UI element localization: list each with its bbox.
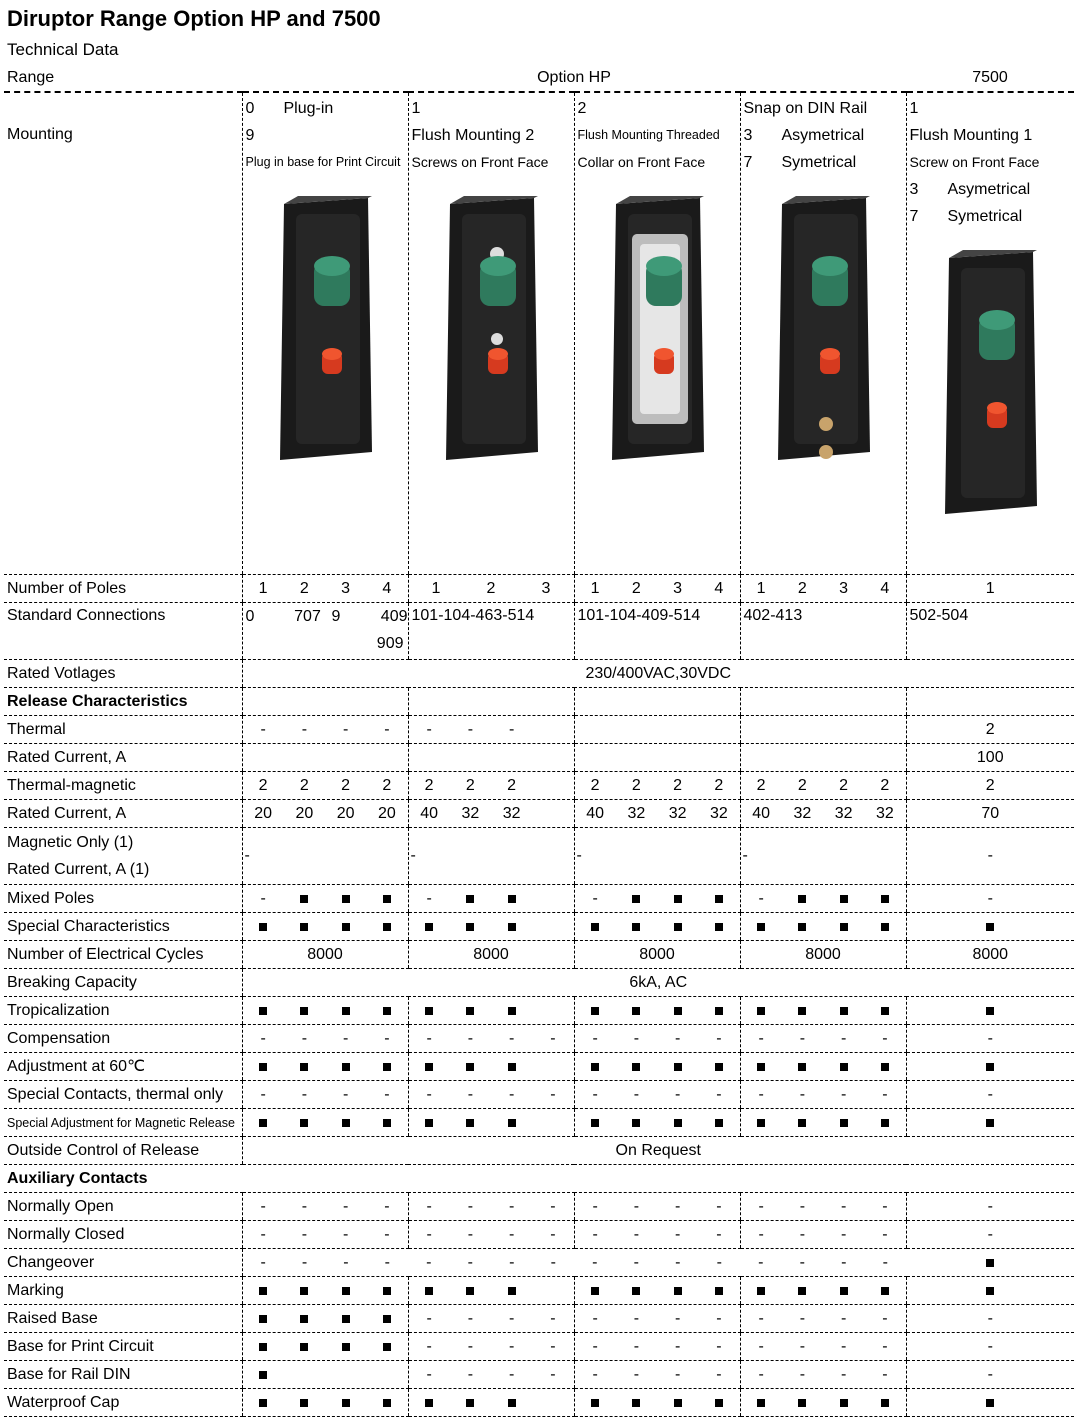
mounting-text: Screws on Front Face <box>411 154 549 170</box>
row-label: Normally Open <box>4 1193 242 1221</box>
circuit-breaker-image <box>276 194 376 464</box>
mounting-line <box>578 122 738 149</box>
mounting-line <box>246 149 406 176</box>
compensation-row: Compensation - - - - - - - - - - - - - - - - - <box>4 1025 1074 1053</box>
filled-square-icon <box>591 923 599 931</box>
mounting-col-flush1 <box>906 92 1074 575</box>
filled-square-icon <box>715 1119 723 1127</box>
row-label: Normally Closed <box>4 1221 242 1249</box>
filled-square-icon <box>508 1063 516 1071</box>
filled-square-icon <box>674 895 682 903</box>
filled-square-icon <box>466 923 474 931</box>
filled-square-icon <box>259 1371 267 1379</box>
filled-square-icon <box>425 1063 433 1071</box>
filled-square-icon <box>383 1287 391 1295</box>
mounting-code: 3 <box>909 181 919 198</box>
filled-square-icon <box>757 1287 765 1295</box>
mounting-code: 3 <box>743 127 753 144</box>
filled-square-icon <box>881 1399 889 1407</box>
row-label: Number of Poles <box>4 575 242 603</box>
mounting-text: Flush Mounting Threaded <box>577 128 720 142</box>
filled-square-icon <box>342 1007 350 1015</box>
filled-square-icon <box>259 1315 267 1323</box>
filled-square-icon <box>674 1287 682 1295</box>
filled-square-icon <box>840 895 848 903</box>
filled-square-icon <box>798 1063 806 1071</box>
filled-square-icon <box>881 1287 889 1295</box>
mounting-line <box>910 122 1073 149</box>
tropical-row <box>4 997 1074 1025</box>
thermal-row: Thermal - - - - - - - 2 <box>4 716 1074 744</box>
filled-square-icon <box>342 1119 350 1127</box>
mounting-row <box>4 92 1074 575</box>
filled-square-icon <box>986 1259 994 1267</box>
filled-square-icon <box>881 1063 889 1071</box>
filled-square-icon <box>591 1007 599 1015</box>
filled-square-icon <box>383 1007 391 1015</box>
filled-square-icon <box>259 1399 267 1407</box>
filled-square-icon <box>798 895 806 903</box>
filled-square-icon <box>259 1063 267 1071</box>
filled-square-icon <box>986 1007 994 1015</box>
mounting-code: 7 <box>909 208 919 225</box>
filled-square-icon <box>259 1119 267 1127</box>
filled-square-icon <box>300 1007 308 1015</box>
mounting-text: 1 <box>411 100 421 117</box>
filled-square-icon <box>674 1119 682 1127</box>
filled-square-icon <box>259 1343 267 1351</box>
filled-square-icon <box>798 923 806 931</box>
filled-square-icon <box>591 1063 599 1071</box>
filled-square-icon <box>466 1007 474 1015</box>
poles-row: Number of Poles 1 2 3 4 1 2 3 1 2 3 4 1 2 3 4 1 <box>4 575 1074 603</box>
mounting-text: Symetrical <box>781 154 857 171</box>
row-label: Marking <box>4 1277 242 1305</box>
filled-square-icon <box>757 923 765 931</box>
filled-square-icon <box>508 895 516 903</box>
mounting-line <box>246 95 406 122</box>
mounting-line <box>246 122 406 149</box>
filled-square-icon <box>383 1343 391 1351</box>
filled-square-icon <box>632 1007 640 1015</box>
filled-square-icon <box>881 1007 889 1015</box>
mounting-text: Flush Mounting 2 <box>411 127 535 144</box>
mounting-text: Plug-in <box>283 100 334 117</box>
filled-square-icon <box>715 1287 723 1295</box>
filled-square-icon <box>342 1399 350 1407</box>
waterproof-row <box>4 1389 1074 1417</box>
filled-square-icon <box>757 1119 765 1127</box>
filled-square-icon <box>840 923 848 931</box>
filled-square-icon <box>383 1399 391 1407</box>
filled-square-icon <box>674 1007 682 1015</box>
adjust60-row <box>4 1053 1074 1081</box>
filled-square-icon <box>342 1287 350 1295</box>
filled-square-icon <box>798 1399 806 1407</box>
filled-square-icon <box>466 1399 474 1407</box>
row-label: Rated Votlages <box>4 660 242 688</box>
filled-square-icon <box>466 895 474 903</box>
mounting-code: 7 <box>743 154 753 171</box>
row-label: Adjustment at 60℃ <box>4 1053 242 1081</box>
mounting-line <box>744 149 904 176</box>
row-label: Special Contacts, thermal only <box>4 1081 242 1109</box>
mounting-col-din-rail <box>740 92 906 575</box>
changeover-row: Changeover - - - - - - - - - - - - - - - - <box>4 1249 1074 1277</box>
mounting-line <box>412 149 572 176</box>
magnetic-only-row: Magnetic Only (1) Rated Current, A (1) - - - - - <box>4 828 1074 885</box>
filled-square-icon <box>508 1007 516 1015</box>
row-label: Breaking Capacity <box>4 969 242 997</box>
mounting-text: Asymetrical <box>947 181 1031 198</box>
filled-square-icon <box>881 923 889 931</box>
row-label: Mixed Poles <box>4 885 242 913</box>
filled-square-icon <box>508 923 516 931</box>
filled-square-icon <box>300 1343 308 1351</box>
range-label: Range <box>4 64 242 92</box>
filled-square-icon <box>300 895 308 903</box>
filled-square-icon <box>425 1287 433 1295</box>
filled-square-icon <box>300 1315 308 1323</box>
row-label: Outside Control of Release <box>4 1137 242 1165</box>
filled-square-icon <box>632 895 640 903</box>
circuit-breaker-image <box>941 248 1041 518</box>
row-label: Special Characteristics <box>4 913 242 941</box>
special_contacts-row: Special Contacts, thermal only - - - - - - - - - - - - - - - - - <box>4 1081 1074 1109</box>
filled-square-icon <box>508 1119 516 1127</box>
filled-square-icon <box>508 1399 516 1407</box>
row-label: Magnetic Only (1) Rated Current, A (1) <box>4 828 242 885</box>
filled-square-icon <box>840 1399 848 1407</box>
filled-square-icon <box>757 1007 765 1015</box>
filled-square-icon <box>591 1119 599 1127</box>
row-label: Changeover <box>4 1249 242 1277</box>
filled-square-icon <box>383 923 391 931</box>
filled-square-icon <box>300 1399 308 1407</box>
normally_open-row: Normally Open - - - - - - - - - - - - - - - - - <box>4 1193 1074 1221</box>
mounting-line <box>578 149 738 176</box>
outside-control-row: Outside Control of Release On Request <box>4 1137 1074 1165</box>
range-7500: 7500 <box>906 64 1074 92</box>
mounting-line <box>910 176 1073 203</box>
row-label: Compensation <box>4 1025 242 1053</box>
breaking-capacity-row: Breaking Capacity 6kA, AC <box>4 969 1074 997</box>
row-label: Thermal-magnetic <box>4 772 242 800</box>
mounting-line <box>412 122 572 149</box>
filled-square-icon <box>259 1007 267 1015</box>
filled-square-icon <box>986 1287 994 1295</box>
filled-square-icon <box>798 1287 806 1295</box>
mounting-text: 9 <box>245 127 255 144</box>
mounting-line <box>412 95 572 122</box>
filled-square-icon <box>840 1119 848 1127</box>
mounting-line <box>910 149 1073 176</box>
filled-square-icon <box>259 1287 267 1295</box>
row-label: Rated Current, A <box>4 744 242 772</box>
filled-square-icon <box>715 1007 723 1015</box>
filled-square-icon <box>986 923 994 931</box>
filled-square-icon <box>840 1007 848 1015</box>
circuit-breaker-image <box>774 194 874 464</box>
mounting-label: Mounting <box>4 92 242 575</box>
circuit-breaker-image <box>442 194 542 464</box>
row-label: Tropicalization <box>4 997 242 1025</box>
filled-square-icon <box>715 1399 723 1407</box>
mounting-col-flush2 <box>408 92 574 575</box>
mounting-text: 2 <box>577 100 587 117</box>
filled-square-icon <box>632 1399 640 1407</box>
release-characteristics-row <box>4 688 1074 716</box>
filled-square-icon <box>300 1119 308 1127</box>
filled-square-icon <box>466 1119 474 1127</box>
mounting-code: 0 <box>245 100 255 117</box>
filled-square-icon <box>591 1399 599 1407</box>
row-label: Waterproof Cap <box>4 1389 242 1417</box>
filled-square-icon <box>757 1063 765 1071</box>
filled-square-icon <box>632 1119 640 1127</box>
electrical-cycles-row: Number of Electrical Cycles 8000 8000 8000 8000 8000 <box>4 941 1074 969</box>
filled-square-icon <box>425 1399 433 1407</box>
filled-square-icon <box>383 1119 391 1127</box>
filled-square-icon <box>383 1063 391 1071</box>
filled-square-icon <box>715 1063 723 1071</box>
filled-square-icon <box>715 895 723 903</box>
filled-square-icon <box>632 1063 640 1071</box>
mounting-text: Collar on Front Face <box>577 154 706 170</box>
rated-voltages-row: Rated Votlages 230/400VAC,30VDC <box>4 660 1074 688</box>
page-title: Diruptor Range Option HP and 7500 <box>7 6 381 31</box>
filled-square-icon <box>425 1007 433 1015</box>
mounting-text: Screw on Front Face <box>909 154 1040 170</box>
filled-square-icon <box>632 1287 640 1295</box>
row-label: Base for Rail DIN <box>4 1361 242 1389</box>
mounting-text: Asymetrical <box>781 127 865 144</box>
marking-row <box>4 1277 1074 1305</box>
thermal-magnetic-row: Thermal-magnetic 2 2 2 2 2 2 2 2 2 2 2 2 2 2 2 2 <box>4 772 1074 800</box>
mounting-text: Symetrical <box>947 208 1023 225</box>
filled-square-icon <box>425 1119 433 1127</box>
filled-square-icon <box>591 1287 599 1295</box>
range-row <box>4 64 1074 92</box>
row-label: Number of Electrical Cycles <box>4 941 242 969</box>
range-option-hp: Option HP <box>242 64 906 92</box>
mounting-line <box>910 95 1073 122</box>
filled-square-icon <box>300 1287 308 1295</box>
normally_closed-row: Normally Closed - - - - - - - - - - - - - - - - - <box>4 1221 1074 1249</box>
filled-square-icon <box>798 1007 806 1015</box>
mounting-line <box>910 203 1073 230</box>
filled-square-icon <box>881 895 889 903</box>
base_print-row: Base for Print Circuit - - - - - - - - - - - - - <box>4 1333 1074 1361</box>
filled-square-icon <box>466 1287 474 1295</box>
filled-square-icon <box>674 1063 682 1071</box>
filled-square-icon <box>383 895 391 903</box>
mounting-text: Plug in base for Print Circuit <box>245 155 401 169</box>
circuit-breaker-image <box>608 194 708 464</box>
row-label: Special Adjustment for Magnetic Release <box>4 1109 242 1137</box>
filled-square-icon <box>383 1315 391 1323</box>
auxiliary-contacts-row <box>4 1165 1074 1193</box>
special_char-row <box>4 913 1074 941</box>
mounting-text: Flush Mounting 1 <box>909 127 1033 144</box>
filled-square-icon <box>674 923 682 931</box>
page-subtitle: Technical Data <box>7 40 119 59</box>
filled-square-icon <box>881 1119 889 1127</box>
filled-square-icon <box>342 1063 350 1071</box>
filled-square-icon <box>757 1399 765 1407</box>
row-label: Base for Print Circuit <box>4 1333 242 1361</box>
filled-square-icon <box>342 1315 350 1323</box>
row-label: Rated Current, A <box>4 800 242 828</box>
row-label: Thermal <box>4 716 242 744</box>
filled-square-icon <box>259 923 267 931</box>
mounting-line <box>744 95 904 122</box>
mounting-line <box>578 95 738 122</box>
filled-square-icon <box>798 1119 806 1127</box>
filled-square-icon <box>986 1399 994 1407</box>
rated-current-2-row: Rated Current, A 20 20 20 20 40 32 32 40 32 32 32 40 32 32 32 70 <box>4 800 1074 828</box>
mounting-col-plugin <box>242 92 408 575</box>
filled-square-icon <box>342 895 350 903</box>
filled-square-icon <box>342 1343 350 1351</box>
mounting-text: 1 <box>909 100 919 117</box>
filled-square-icon <box>986 1063 994 1071</box>
mounting-text: Snap on DIN Rail <box>743 100 868 117</box>
rated-current-1-row: Rated Current, A 100 <box>4 744 1074 772</box>
base_rail-row: Base for Rail DIN - - - - - - - - - - - - - <box>4 1361 1074 1389</box>
filled-square-icon <box>300 1063 308 1071</box>
filled-square-icon <box>674 1399 682 1407</box>
mounting-col-threaded <box>574 92 740 575</box>
row-label: Standard Connections <box>4 603 242 660</box>
mixed_poles-row: Mixed Poles - - - - - <box>4 885 1074 913</box>
mounting-line <box>744 122 904 149</box>
filled-square-icon <box>986 1119 994 1127</box>
technical-data-table <box>4 64 1074 1417</box>
raised_base-row: Raised Base - - - - - - - - - - - - - <box>4 1305 1074 1333</box>
filled-square-icon <box>300 923 308 931</box>
filled-square-icon <box>632 923 640 931</box>
filled-square-icon <box>840 1063 848 1071</box>
row-label: Release Characteristics <box>4 688 242 716</box>
row-label: Raised Base <box>4 1305 242 1333</box>
row-label: Auxiliary Contacts <box>4 1165 242 1193</box>
filled-square-icon <box>342 923 350 931</box>
filled-square-icon <box>466 1063 474 1071</box>
filled-square-icon <box>715 923 723 931</box>
standard-connections-row: Standard Connections 0 707 9 409 909 101-104-463-514 101-104-409-514 402-413 502-504 <box>4 603 1074 660</box>
special-adjust-row <box>4 1109 1074 1137</box>
filled-square-icon <box>508 1287 516 1295</box>
filled-square-icon <box>425 923 433 931</box>
filled-square-icon <box>840 1287 848 1295</box>
